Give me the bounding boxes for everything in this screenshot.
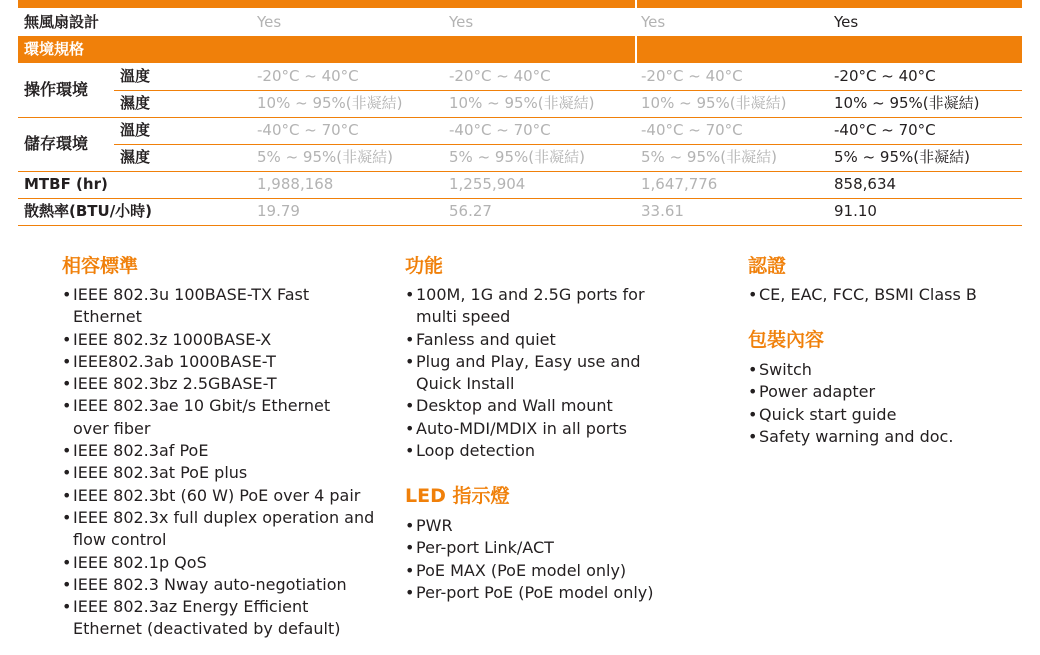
cell: 1,647,776 bbox=[641, 175, 718, 193]
list-item bbox=[748, 359, 1028, 381]
list-item-text: Plug and Play, Easy use and bbox=[416, 351, 641, 371]
table-row-storage-temp bbox=[114, 117, 1022, 145]
list-item bbox=[405, 515, 705, 537]
list-item-text: IEEE 802.3at PoE plus bbox=[73, 463, 248, 483]
list-item bbox=[62, 596, 392, 641]
top-band bbox=[18, 0, 1022, 8]
list-item bbox=[62, 574, 392, 596]
cell: -20°C ~ 40°C bbox=[834, 67, 936, 85]
list-item bbox=[62, 395, 392, 440]
cell: Yes bbox=[449, 13, 474, 31]
list-item-text: Ethernet bbox=[73, 307, 142, 327]
list-item-text: Quick Install bbox=[416, 374, 515, 394]
cell: -40°C ~ 70°C bbox=[257, 121, 359, 139]
list-item bbox=[62, 485, 392, 507]
list-item-text: IEEE 802.3ae 10 Gbit/s Ethernet bbox=[73, 396, 331, 416]
list-item bbox=[748, 404, 1028, 426]
list-item bbox=[62, 351, 392, 373]
list-item bbox=[748, 426, 1028, 448]
list-item-text: IEEE 802.1p QoS bbox=[73, 552, 207, 572]
list-item bbox=[62, 440, 392, 462]
table-row-storage-humidity bbox=[18, 144, 1022, 172]
list-item bbox=[62, 507, 392, 552]
list-item-text: IEEE 802.3bz 2.5GBASE-T bbox=[73, 374, 277, 394]
list-item bbox=[748, 381, 1028, 403]
list-item-text: flow control bbox=[73, 530, 167, 550]
list-item bbox=[405, 395, 705, 417]
list-item-text: Quick start guide bbox=[759, 404, 897, 424]
table-row-operating-humidity bbox=[18, 90, 1022, 118]
cell: Yes bbox=[834, 13, 859, 31]
cell: 5% ~ 95%(非凝結) bbox=[257, 148, 393, 166]
group-label-operating: 操作環境 bbox=[24, 80, 89, 99]
row-label: 溫度 bbox=[120, 121, 151, 139]
cell: 56.27 bbox=[449, 202, 492, 220]
row-label: 濕度 bbox=[120, 148, 151, 166]
list-item-text: IEEE 802.3z 1000BASE-X bbox=[73, 329, 272, 349]
cell: 19.79 bbox=[257, 202, 300, 220]
led-list bbox=[405, 515, 705, 604]
list-item-text: Auto-MDI/MDIX in all ports bbox=[416, 418, 627, 438]
list-item-text: Per-port PoE (PoE model only) bbox=[416, 582, 654, 602]
cell: -40°C ~ 70°C bbox=[641, 121, 743, 139]
features-list bbox=[405, 284, 705, 462]
certifications-heading: 認證 bbox=[748, 255, 787, 277]
list-item bbox=[405, 329, 705, 351]
list-item bbox=[62, 462, 392, 484]
list-item-text: Fanless and quiet bbox=[416, 329, 556, 349]
cell: -20°C ~ 40°C bbox=[449, 67, 551, 85]
cell: Yes bbox=[641, 13, 666, 31]
list-item bbox=[405, 418, 705, 440]
list-item bbox=[405, 582, 705, 604]
list-item-text: IEEE802.3ab 1000BASE-T bbox=[73, 351, 276, 371]
list-item bbox=[62, 329, 392, 351]
list-item-text: Ethernet (deactivated by default) bbox=[73, 619, 341, 639]
cell: -20°C ~ 40°C bbox=[641, 67, 743, 85]
cell: 91.10 bbox=[834, 202, 877, 220]
list-item-text: Per-port Link/ACT bbox=[416, 538, 554, 558]
table-row-fanless bbox=[18, 9, 1022, 37]
cell: 10% ~ 95%(非凝結) bbox=[449, 94, 595, 112]
package-heading: 包裝內容 bbox=[748, 329, 825, 351]
list-item-text: IEEE 802.3bt (60 W) PoE over 4 pair bbox=[73, 485, 361, 505]
row-label: 溫度 bbox=[120, 67, 151, 85]
list-item bbox=[62, 373, 392, 395]
list-item-text: IEEE 802.3u 100BASE-TX Fast bbox=[73, 285, 310, 304]
list-item bbox=[405, 284, 705, 329]
cell: Yes bbox=[257, 13, 282, 31]
list-item bbox=[405, 351, 705, 396]
features-heading: 功能 bbox=[405, 255, 444, 277]
list-item bbox=[405, 537, 705, 559]
list-item bbox=[405, 440, 705, 462]
row-label: 濕度 bbox=[120, 94, 151, 112]
list-item-text: IEEE 802.3az Energy Efficient bbox=[73, 597, 309, 617]
list-item-text: Loop detection bbox=[416, 441, 536, 461]
section-header-label: 環境規格 bbox=[24, 40, 85, 58]
list-item-text: CE, EAC, FCC, BSMI Class B bbox=[759, 285, 977, 304]
list-item bbox=[405, 560, 705, 582]
list-item-text: PWR bbox=[416, 516, 453, 535]
list-item-text: Power adapter bbox=[759, 382, 876, 402]
certifications-list bbox=[748, 284, 1028, 306]
cell: 10% ~ 95%(非凝結) bbox=[834, 94, 980, 112]
list-item bbox=[62, 284, 392, 329]
list-item-text: PoE MAX (PoE model only) bbox=[416, 560, 627, 580]
cell: -20°C ~ 40°C bbox=[257, 67, 359, 85]
cell: -40°C ~ 70°C bbox=[834, 121, 936, 139]
cell: 1,988,168 bbox=[257, 175, 334, 193]
list-item-text: IEEE 802.3 Nway auto-negotiation bbox=[73, 574, 347, 594]
table-row-mtbf bbox=[18, 171, 1022, 199]
cell: 10% ~ 95%(非凝結) bbox=[641, 94, 787, 112]
row-label: 無風扇設計 bbox=[24, 13, 100, 31]
list-item-text: 100M, 1G and 2.5G ports for bbox=[416, 285, 645, 304]
standards-heading: 相容標準 bbox=[62, 255, 139, 277]
list-item-text: Switch bbox=[759, 360, 812, 379]
led-heading: LED 指示燈 bbox=[405, 485, 510, 507]
list-item-text: IEEE 802.3af PoE bbox=[73, 441, 209, 461]
cell: 10% ~ 95%(非凝結) bbox=[257, 94, 403, 112]
group-label-storage: 儲存環境 bbox=[24, 134, 89, 153]
section-header-environment bbox=[18, 36, 1022, 63]
cell: 5% ~ 95%(非凝結) bbox=[834, 148, 970, 166]
table-row-heat bbox=[18, 198, 1022, 226]
table-row-operating-temp bbox=[114, 63, 1022, 91]
cell: 5% ~ 95%(非凝結) bbox=[449, 148, 585, 166]
row-label: 散熱率(BTU/小時) bbox=[24, 202, 153, 220]
cell: 858,634 bbox=[834, 175, 897, 193]
list-item-text: over fiber bbox=[73, 418, 151, 438]
list-item bbox=[62, 552, 392, 574]
package-list bbox=[748, 359, 1028, 448]
list-item-text: Desktop and Wall mount bbox=[416, 396, 613, 416]
cell: -40°C ~ 70°C bbox=[449, 121, 551, 139]
standards-list bbox=[62, 284, 392, 641]
cell: 33.61 bbox=[641, 202, 684, 220]
list-item-text: IEEE 802.3x full duplex operation and bbox=[73, 507, 375, 527]
list-item bbox=[748, 284, 1028, 306]
cell: 1,255,904 bbox=[449, 175, 526, 193]
list-item-text: multi speed bbox=[416, 307, 511, 327]
cell: 5% ~ 95%(非凝結) bbox=[641, 148, 777, 166]
list-item-text: Safety warning and doc. bbox=[759, 426, 954, 446]
row-label: MTBF (hr) bbox=[24, 175, 108, 193]
